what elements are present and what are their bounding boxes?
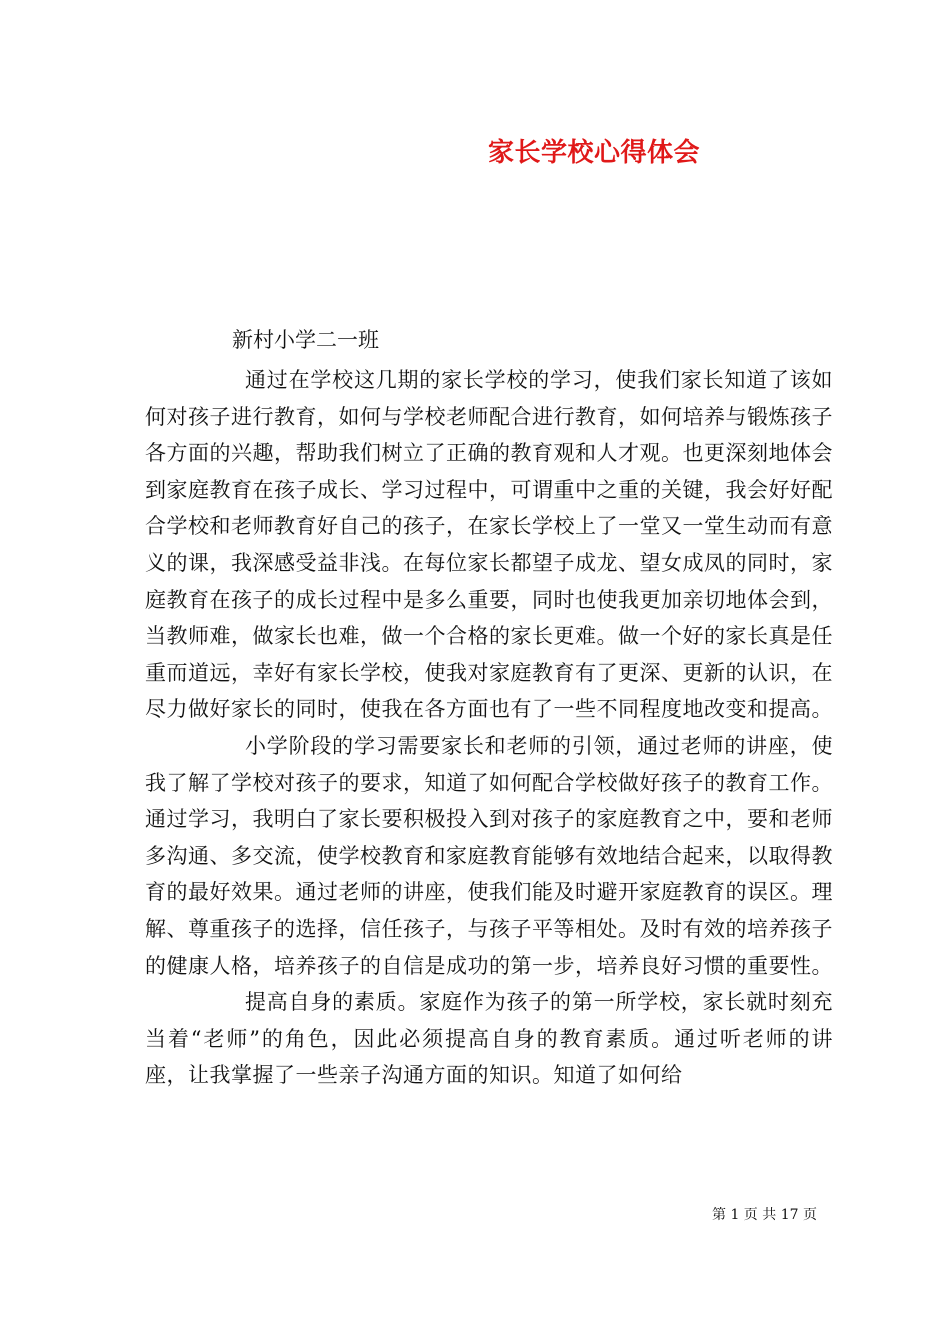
page-number: 第 1 页 共 17 页 [712, 1207, 817, 1223]
document-body [145, 362, 833, 1094]
author-line: 新村小学二一班 [232, 328, 379, 352]
document-title: 家长学校心得体会 [488, 138, 701, 168]
paragraph-1: 通过在学校这几期的家长学校的学习，使我们家长知道了该如何对孩子进行教育，如何与学校老师配合进行教育，如何培养与锻炼孩子各方面的兴趣，帮助我们树立了正确的教育观和人才观。也更深刻地体会到家庭教育在孩子成长、学习过程中，可谓重中之重的关键，我会好好配合学校和老师教育好自己的孩子，在家长学校上了一堂又一堂生动而有意义的课，我深感受益非浅。在每位家长都望子成龙、望女成凤的同时，家庭教育在孩子的成长过程中是多么重要，同时也使我更加亲切地体会到，当教师难，做家长也难，做一个合格的家长更难。做一个好的家长真是任重而道远，幸好有家长学校，使我对家庭教育有了更深、更新的认识，在尽力做好家长的同时，使我在各方面也有了一些不同程度地改变和提高。 [145, 368, 833, 722]
paragraph-2: 小学阶段的学习需要家长和老师的引领，通过老师的讲座，使我了解了学校对孩子的要求，知道了如何配合学校做好孩子的教育工作。通过学习，我明白了家长要积极投入到对孩子的家庭教育之中，要和老师多沟通、多交流，使学校教育和家庭教育能够有效地结合起来，以取得教育的最好效果。通过老师的讲座，使我们能及时避开家庭教育的误区。理解、尊重孩子的选择，信任孩子，与孩子平等相处。及时有效的培养孩子的健康人格，培养孩子的自信是成功的第一步，培养良好习惯的重要性。 [145, 733, 833, 978]
paragraph-3: 提高自身的素质。家庭作为孩子的第一所学校，家长就时刻充当着“老师”的角色，因此必须提高自身的教育素质。通过听老师的讲座，让我掌握了一些亲子沟通方面的知识。知道了如何给 [145, 990, 833, 1088]
